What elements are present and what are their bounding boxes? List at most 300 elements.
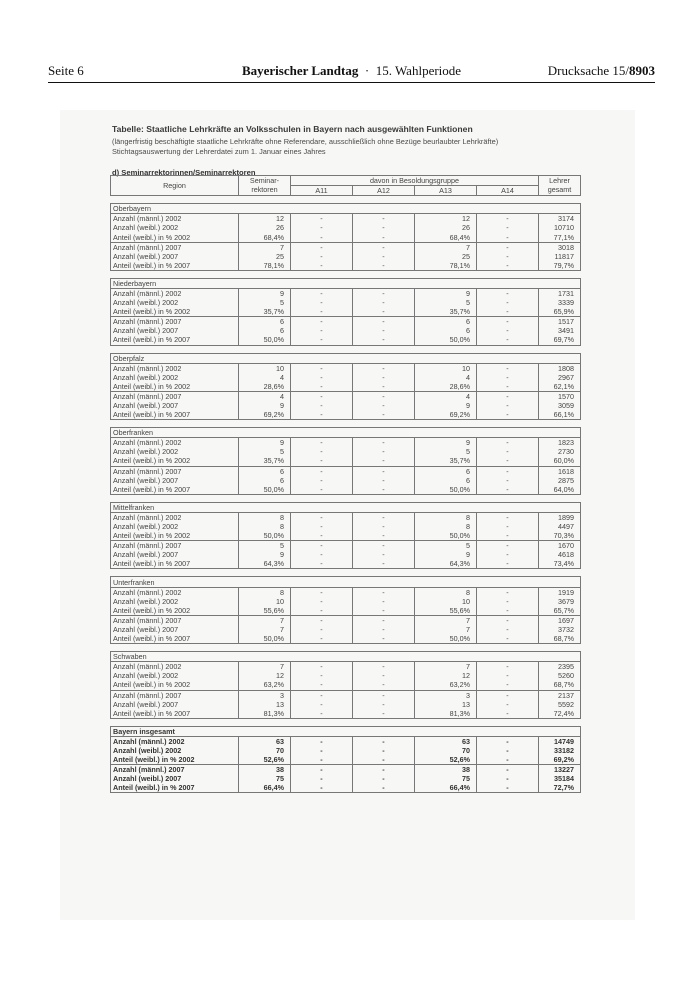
cell-a14: -	[477, 597, 539, 606]
page-header	[48, 63, 655, 81]
cell-a14: -	[477, 736, 539, 746]
cell-seminarrektoren: 5	[239, 447, 291, 456]
cell-a14: -	[477, 746, 539, 755]
region-name: Mittelfranken	[111, 502, 581, 512]
cell-a12: -	[353, 522, 415, 531]
cell-lehrer-gesamt: 13227	[539, 765, 581, 775]
cell-a12: -	[353, 298, 415, 307]
table-row	[111, 252, 581, 261]
row-label: Anzahl (männl.) 2002	[111, 512, 239, 522]
cell-seminarrektoren: 63	[239, 736, 291, 746]
table-row	[111, 363, 581, 373]
row-label: Anzahl (männl.) 2007	[111, 242, 239, 252]
row-label: Anzahl (männl.) 2007	[111, 317, 239, 327]
cell-seminarrektoren: 35,7%	[239, 307, 291, 317]
cell-a11: -	[291, 363, 353, 373]
row-label: Anteil (weibl.) in % 2002	[111, 531, 239, 541]
cell-a12: -	[353, 736, 415, 746]
row-label: Anteil (weibl.) in % 2007	[111, 559, 239, 569]
cell-a13: 8	[415, 522, 477, 531]
row-label: Anteil (weibl.) in % 2002	[111, 755, 239, 765]
cell-a13: 9	[415, 438, 477, 448]
table-row	[111, 456, 581, 466]
region-header-row	[111, 502, 581, 512]
cell-a13: 35,7%	[415, 456, 477, 466]
cell-a14: -	[477, 317, 539, 327]
cell-lehrer-gesamt: 10710	[539, 223, 581, 232]
cell-a14: -	[477, 410, 539, 420]
region-name: Schwaben	[111, 652, 581, 662]
cell-seminarrektoren: 10	[239, 363, 291, 373]
table-row	[111, 680, 581, 690]
cell-lehrer-gesamt: 68,7%	[539, 634, 581, 644]
cell-a13: 50,0%	[415, 335, 477, 345]
cell-a11: -	[291, 335, 353, 345]
cell-seminarrektoren: 6	[239, 466, 291, 476]
cell-lehrer-gesamt: 4618	[539, 550, 581, 559]
cell-a13: 12	[415, 214, 477, 224]
table-row	[111, 597, 581, 606]
cell-a11: -	[291, 466, 353, 476]
cell-a11: -	[291, 597, 353, 606]
header-lehrer-gesamt: Lehrer gesamt	[539, 176, 581, 196]
cell-a14: -	[477, 242, 539, 252]
cell-a12: -	[353, 373, 415, 382]
cell-a12: -	[353, 335, 415, 345]
cell-seminarrektoren: 9	[239, 438, 291, 448]
cell-a11: -	[291, 531, 353, 541]
cell-a12: -	[353, 765, 415, 775]
cell-lehrer-gesamt: 1670	[539, 541, 581, 551]
table-subtitle-1: (längerfristig beschäftigte staatliche Lehrkräfte ohne Referendare, ausschließlich ohne Bezüge beurlaubter Lehrkräfte)	[112, 137, 499, 146]
cell-a11: -	[291, 559, 353, 569]
cell-a13: 7	[415, 242, 477, 252]
header-seminarrektoren: Seminar- rektoren	[239, 176, 291, 196]
row-label: Anzahl (männl.) 2007	[111, 615, 239, 625]
cell-lehrer-gesamt: 69,2%	[539, 755, 581, 765]
cell-a11: -	[291, 587, 353, 597]
table-row	[111, 774, 581, 783]
cell-seminarrektoren: 12	[239, 214, 291, 224]
cell-a11: -	[291, 391, 353, 401]
table-row	[111, 410, 581, 420]
cell-a14: -	[477, 550, 539, 559]
cell-seminarrektoren: 4	[239, 373, 291, 382]
cell-a13: 26	[415, 223, 477, 232]
cell-a11: -	[291, 736, 353, 746]
table-row	[111, 261, 581, 271]
cell-a14: -	[477, 326, 539, 335]
row-label: Anzahl (männl.) 2002	[111, 662, 239, 672]
cell-seminarrektoren: 66,4%	[239, 783, 291, 793]
spacer-cell	[111, 494, 581, 502]
cell-a12: -	[353, 625, 415, 634]
cell-a11: -	[291, 261, 353, 271]
table-row	[111, 690, 581, 700]
header-document-id	[548, 63, 655, 79]
row-label: Anzahl (männl.) 2007	[111, 765, 239, 775]
cell-a13: 9	[415, 401, 477, 410]
row-label: Anteil (weibl.) in % 2007	[111, 335, 239, 345]
cell-lehrer-gesamt: 62,1%	[539, 382, 581, 392]
cell-seminarrektoren: 70	[239, 746, 291, 755]
table-row	[111, 476, 581, 485]
cell-seminarrektoren: 26	[239, 223, 291, 232]
cell-a13: 6	[415, 476, 477, 485]
cell-a11: -	[291, 634, 353, 644]
region-header-row	[111, 652, 581, 662]
cell-lehrer-gesamt: 2967	[539, 373, 581, 382]
cell-a12: -	[353, 531, 415, 541]
cell-a13: 9	[415, 550, 477, 559]
cell-a11: -	[291, 765, 353, 775]
cell-a11: -	[291, 709, 353, 719]
region-spacer	[111, 270, 581, 278]
table-row	[111, 438, 581, 448]
cell-a13: 68,4%	[415, 232, 477, 242]
cell-a11: -	[291, 317, 353, 327]
cell-seminarrektoren: 8	[239, 522, 291, 531]
cell-a14: -	[477, 671, 539, 680]
row-label: Anzahl (weibl.) 2007	[111, 774, 239, 783]
cell-seminarrektoren: 63,2%	[239, 680, 291, 690]
row-label: Anzahl (weibl.) 2007	[111, 550, 239, 559]
table-row	[111, 242, 581, 252]
cell-a13: 5	[415, 541, 477, 551]
cell-seminarrektoren: 28,6%	[239, 382, 291, 392]
cell-a11: -	[291, 522, 353, 531]
cell-a13: 6	[415, 317, 477, 327]
cell-a13: 50,0%	[415, 634, 477, 644]
table-title: Tabelle: Staatliche Lehrkräfte an Volksschulen in Bayern nach ausgewählten Funktionen	[112, 124, 473, 134]
cell-a12: -	[353, 634, 415, 644]
cell-a14: -	[477, 223, 539, 232]
cell-a13: 4	[415, 373, 477, 382]
cell-seminarrektoren: 50,0%	[239, 485, 291, 495]
cell-a11: -	[291, 298, 353, 307]
cell-seminarrektoren: 5	[239, 541, 291, 551]
row-label: Anzahl (männl.) 2007	[111, 466, 239, 476]
cell-a11: -	[291, 373, 353, 382]
cell-a13: 9	[415, 288, 477, 298]
table-row	[111, 447, 581, 456]
cell-a11: -	[291, 447, 353, 456]
cell-a14: -	[477, 587, 539, 597]
cell-a12: -	[353, 307, 415, 317]
table-row	[111, 625, 581, 634]
table-row	[111, 335, 581, 345]
cell-seminarrektoren: 3	[239, 690, 291, 700]
cell-a14: -	[477, 531, 539, 541]
cell-a14: -	[477, 447, 539, 456]
cell-a12: -	[353, 466, 415, 476]
cell-lehrer-gesamt: 1899	[539, 512, 581, 522]
row-label: Anzahl (weibl.) 2002	[111, 597, 239, 606]
table-row	[111, 671, 581, 680]
table-row	[111, 531, 581, 541]
cell-a14: -	[477, 541, 539, 551]
cell-a11: -	[291, 485, 353, 495]
cell-seminarrektoren: 25	[239, 252, 291, 261]
cell-seminarrektoren: 6	[239, 326, 291, 335]
row-label: Anzahl (weibl.) 2007	[111, 625, 239, 634]
cell-a11: -	[291, 774, 353, 783]
cell-a13: 3	[415, 690, 477, 700]
row-label: Anzahl (weibl.) 2007	[111, 700, 239, 709]
table-row	[111, 783, 581, 793]
cell-seminarrektoren: 52,6%	[239, 755, 291, 765]
cell-a14: -	[477, 288, 539, 298]
table-row	[111, 288, 581, 298]
cell-lehrer-gesamt: 2730	[539, 447, 581, 456]
cell-a12: -	[353, 223, 415, 232]
cell-lehrer-gesamt: 72,4%	[539, 709, 581, 719]
cell-a12: -	[353, 746, 415, 755]
cell-lehrer-gesamt: 4497	[539, 522, 581, 531]
cell-seminarrektoren: 50,0%	[239, 634, 291, 644]
cell-a12: -	[353, 783, 415, 793]
cell-seminarrektoren: 55,6%	[239, 606, 291, 616]
cell-a13: 63	[415, 736, 477, 746]
cell-a11: -	[291, 252, 353, 261]
cell-a14: -	[477, 252, 539, 261]
cell-a13: 8	[415, 512, 477, 522]
cell-lehrer-gesamt: 35184	[539, 774, 581, 783]
table-row	[111, 765, 581, 775]
cell-a12: -	[353, 242, 415, 252]
cell-a13: 25	[415, 252, 477, 261]
cell-a11: -	[291, 326, 353, 335]
row-label: Anteil (weibl.) in % 2007	[111, 485, 239, 495]
cell-seminarrektoren: 35,7%	[239, 456, 291, 466]
cell-lehrer-gesamt: 33182	[539, 746, 581, 755]
row-label: Anzahl (weibl.) 2002	[111, 298, 239, 307]
region-name: Niederbayern	[111, 278, 581, 288]
cell-a13: 50,0%	[415, 531, 477, 541]
cell-a12: -	[353, 317, 415, 327]
cell-a12: -	[353, 606, 415, 616]
cell-a13: 7	[415, 625, 477, 634]
cell-a14: -	[477, 373, 539, 382]
cell-a14: -	[477, 438, 539, 448]
header-period: 15. Wahlperiode	[375, 63, 462, 78]
cell-seminarrektoren: 6	[239, 317, 291, 327]
table-row	[111, 326, 581, 335]
table-row	[111, 298, 581, 307]
row-label: Anteil (weibl.) in % 2002	[111, 606, 239, 616]
spacer-cell	[111, 345, 581, 353]
cell-a12: -	[353, 485, 415, 495]
cell-a11: -	[291, 214, 353, 224]
spacer-cell	[111, 420, 581, 428]
cell-a14: -	[477, 466, 539, 476]
cell-seminarrektoren: 64,3%	[239, 559, 291, 569]
cell-a12: -	[353, 232, 415, 242]
cell-a13: 50,0%	[415, 485, 477, 495]
cell-a12: -	[353, 615, 415, 625]
cell-a12: -	[353, 587, 415, 597]
region-spacer	[111, 569, 581, 577]
cell-a14: -	[477, 634, 539, 644]
cell-a11: -	[291, 550, 353, 559]
table-row	[111, 485, 581, 495]
spacer-cell	[111, 644, 581, 652]
row-label: Anzahl (männl.) 2002	[111, 288, 239, 298]
cell-a12: -	[353, 447, 415, 456]
cell-lehrer-gesamt: 3339	[539, 298, 581, 307]
row-label: Anzahl (männl.) 2002	[111, 438, 239, 448]
row-label: Anzahl (männl.) 2007	[111, 391, 239, 401]
cell-a14: -	[477, 559, 539, 569]
cell-a13: 52,6%	[415, 755, 477, 765]
cell-lehrer-gesamt: 3679	[539, 597, 581, 606]
row-label: Anzahl (weibl.) 2002	[111, 671, 239, 680]
cell-lehrer-gesamt: 5592	[539, 700, 581, 709]
cell-lehrer-gesamt: 3732	[539, 625, 581, 634]
row-label: Anzahl (weibl.) 2002	[111, 746, 239, 755]
cell-a11: -	[291, 288, 353, 298]
row-label: Anteil (weibl.) in % 2002	[111, 382, 239, 392]
cell-a11: -	[291, 456, 353, 466]
cell-a12: -	[353, 261, 415, 271]
row-label: Anzahl (weibl.) 2002	[111, 447, 239, 456]
row-label: Anteil (weibl.) in % 2002	[111, 456, 239, 466]
section-heading: d) Seminarrektorinnen/Seminarrektoren	[112, 168, 256, 177]
region-spacer	[111, 345, 581, 353]
cell-a11: -	[291, 512, 353, 522]
cell-lehrer-gesamt: 3018	[539, 242, 581, 252]
cell-seminarrektoren: 4	[239, 391, 291, 401]
cell-lehrer-gesamt: 1919	[539, 587, 581, 597]
cell-lehrer-gesamt: 1697	[539, 615, 581, 625]
region-header-row	[111, 204, 581, 214]
cell-a12: -	[353, 326, 415, 335]
cell-a12: -	[353, 709, 415, 719]
spacer-cell	[111, 270, 581, 278]
cell-seminarrektoren: 81,3%	[239, 709, 291, 719]
table-row	[111, 736, 581, 746]
cell-lehrer-gesamt: 69,7%	[539, 335, 581, 345]
cell-seminarrektoren: 8	[239, 512, 291, 522]
cell-lehrer-gesamt: 64,0%	[539, 485, 581, 495]
cell-a14: -	[477, 700, 539, 709]
cell-a14: -	[477, 298, 539, 307]
cell-a11: -	[291, 755, 353, 765]
region-header-row	[111, 577, 581, 587]
header-a14: A14	[477, 186, 539, 196]
spacer-cell	[111, 196, 581, 204]
row-label: Anteil (weibl.) in % 2007	[111, 709, 239, 719]
doc-id-prefix: Drucksache 15/	[547, 63, 629, 78]
table-row	[111, 522, 581, 531]
cell-lehrer-gesamt: 1823	[539, 438, 581, 448]
table-row	[111, 382, 581, 392]
cell-a14: -	[477, 214, 539, 224]
cell-a11: -	[291, 671, 353, 680]
row-label: Anzahl (männl.) 2002	[111, 363, 239, 373]
region-spacer	[111, 420, 581, 428]
cell-lehrer-gesamt: 2395	[539, 662, 581, 672]
cell-a14: -	[477, 606, 539, 616]
cell-a14: -	[477, 783, 539, 793]
cell-seminarrektoren: 69,2%	[239, 410, 291, 420]
cell-a11: -	[291, 783, 353, 793]
cell-a14: -	[477, 755, 539, 765]
cell-lehrer-gesamt: 65,7%	[539, 606, 581, 616]
table-row	[111, 541, 581, 551]
cell-a14: -	[477, 261, 539, 271]
cell-lehrer-gesamt: 3491	[539, 326, 581, 335]
cell-lehrer-gesamt: 1517	[539, 317, 581, 327]
cell-a14: -	[477, 391, 539, 401]
cell-a13: 10	[415, 597, 477, 606]
cell-a14: -	[477, 401, 539, 410]
cell-a13: 10	[415, 363, 477, 373]
cell-a13: 28,6%	[415, 382, 477, 392]
row-label: Anzahl (männl.) 2002	[111, 587, 239, 597]
cell-seminarrektoren: 8	[239, 587, 291, 597]
cell-a13: 4	[415, 391, 477, 401]
cell-a14: -	[477, 690, 539, 700]
cell-lehrer-gesamt: 66,1%	[539, 410, 581, 420]
cell-lehrer-gesamt: 70,3%	[539, 531, 581, 541]
cell-a12: -	[353, 252, 415, 261]
cell-a12: -	[353, 597, 415, 606]
table-row	[111, 755, 581, 765]
row-label: Anteil (weibl.) in % 2007	[111, 634, 239, 644]
region-header-row	[111, 726, 581, 736]
cell-a13: 6	[415, 466, 477, 476]
cell-a13: 55,6%	[415, 606, 477, 616]
cell-a13: 35,7%	[415, 307, 477, 317]
table-row	[111, 317, 581, 327]
cell-a14: -	[477, 774, 539, 783]
cell-seminarrektoren: 6	[239, 476, 291, 485]
cell-a14: -	[477, 476, 539, 485]
region-name: Unterfranken	[111, 577, 581, 587]
cell-seminarrektoren: 7	[239, 625, 291, 634]
cell-seminarrektoren: 50,0%	[239, 531, 291, 541]
cell-a14: -	[477, 662, 539, 672]
cell-a12: -	[353, 755, 415, 765]
table-row	[111, 373, 581, 382]
cell-a12: -	[353, 438, 415, 448]
cell-a12: -	[353, 559, 415, 569]
header-a12: A12	[353, 186, 415, 196]
cell-a11: -	[291, 700, 353, 709]
cell-a11: -	[291, 242, 353, 252]
region-spacer	[111, 718, 581, 726]
cell-a13: 64,3%	[415, 559, 477, 569]
cell-seminarrektoren: 10	[239, 597, 291, 606]
header-a11: A11	[291, 186, 353, 196]
cell-a13: 69,2%	[415, 410, 477, 420]
table-row	[111, 391, 581, 401]
cell-a13: 5	[415, 298, 477, 307]
cell-a12: -	[353, 214, 415, 224]
cell-lehrer-gesamt: 14749	[539, 736, 581, 746]
table-header-row	[111, 176, 581, 186]
cell-a14: -	[477, 615, 539, 625]
cell-seminarrektoren: 75	[239, 774, 291, 783]
cell-a12: -	[353, 680, 415, 690]
cell-a14: -	[477, 232, 539, 242]
row-label: Anteil (weibl.) in % 2007	[111, 783, 239, 793]
cell-a11: -	[291, 232, 353, 242]
table-row	[111, 587, 581, 597]
cell-seminarrektoren: 5	[239, 298, 291, 307]
cell-seminarrektoren: 68,4%	[239, 232, 291, 242]
